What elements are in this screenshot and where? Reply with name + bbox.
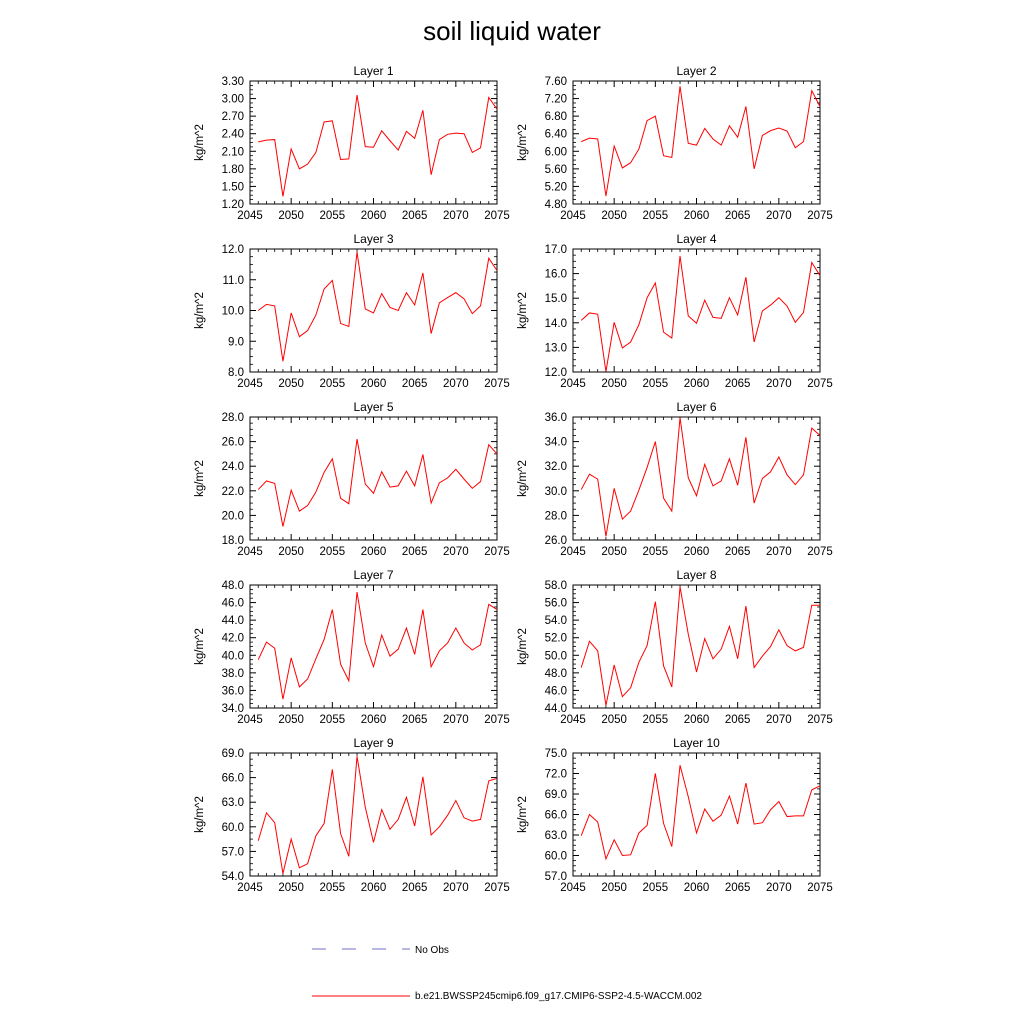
y-tick-label: 46.0 xyxy=(544,685,567,698)
y-tick-label: 1.50 xyxy=(221,181,244,194)
y-tick-label: 11.0 xyxy=(222,274,244,287)
series-line xyxy=(258,439,497,526)
x-tick-label: 2045 xyxy=(237,882,263,894)
x-tick-label: 2060 xyxy=(360,378,387,390)
x-tick-label: 2075 xyxy=(484,714,510,726)
x-tick-label: 2070 xyxy=(443,882,469,894)
y-tick-label: 16.0 xyxy=(544,268,567,281)
panel-3 xyxy=(194,232,510,390)
x-tick-label: 2055 xyxy=(319,378,346,390)
y-axis-label: kg/m^2 xyxy=(194,796,206,833)
x-tick-label: 2070 xyxy=(766,546,792,558)
y-axis-label: kg/m^2 xyxy=(194,292,206,329)
panel-6 xyxy=(517,400,833,558)
y-axis-label: kg/m^2 xyxy=(517,124,529,161)
y-tick-label: 14.0 xyxy=(544,317,567,330)
y-tick-label: 66.0 xyxy=(544,809,567,822)
x-tick-label: 2065 xyxy=(724,882,751,894)
y-tick-label: 2.40 xyxy=(221,128,244,141)
series-line xyxy=(258,756,497,873)
y-tick-label: 57.0 xyxy=(221,846,244,859)
chart-legend xyxy=(312,945,702,1002)
y-tick-label: 24.0 xyxy=(221,461,244,474)
y-tick-label: 5.60 xyxy=(544,163,567,176)
y-tick-label: 46.0 xyxy=(221,597,244,610)
y-tick-label: 18.0 xyxy=(221,535,244,547)
x-tick-label: 2050 xyxy=(278,882,304,894)
panel-title: Layer 10 xyxy=(673,736,720,750)
x-tick-label: 2060 xyxy=(683,882,710,894)
panel-title: Layer 3 xyxy=(353,232,394,246)
plot-frame xyxy=(573,81,820,204)
y-axis-label: kg/m^2 xyxy=(194,124,206,161)
series-line xyxy=(581,418,820,537)
y-tick-label: 5.20 xyxy=(544,181,567,194)
y-tick-label: 10.0 xyxy=(221,305,244,318)
x-tick-label: 2070 xyxy=(766,882,792,894)
x-tick-label: 2070 xyxy=(443,378,469,390)
x-tick-label: 2070 xyxy=(766,378,792,390)
x-tick-label: 2055 xyxy=(319,546,346,558)
y-tick-label: 6.40 xyxy=(544,128,567,141)
y-tick-label: 60.0 xyxy=(544,850,567,863)
legend-label-model: b.e21.BWSSP245cmip6.f09_g17.CMIP6-SSP2-4.5-WACCM.002 xyxy=(415,991,702,1002)
x-tick-label: 2045 xyxy=(237,378,263,390)
y-tick-label: 57.0 xyxy=(544,871,567,883)
y-axis-label: kg/m^2 xyxy=(517,292,529,329)
x-tick-label: 2045 xyxy=(237,714,263,726)
y-tick-label: 34.0 xyxy=(544,436,567,449)
y-tick-label: 58.0 xyxy=(544,580,567,592)
y-tick-label: 4.80 xyxy=(544,199,567,211)
y-tick-label: 3.30 xyxy=(221,76,244,88)
plot-frame xyxy=(573,249,820,372)
x-tick-label: 2065 xyxy=(724,714,751,726)
y-tick-label: 30.0 xyxy=(544,485,567,498)
x-tick-label: 2070 xyxy=(766,210,792,222)
x-tick-label: 2060 xyxy=(683,210,710,222)
x-tick-label: 2050 xyxy=(601,378,627,390)
panel-title: Layer 1 xyxy=(353,64,394,78)
y-tick-label: 60.0 xyxy=(221,821,244,834)
y-tick-label: 75.0 xyxy=(544,748,567,760)
x-tick-label: 2065 xyxy=(401,378,428,390)
y-tick-label: 2.10 xyxy=(221,146,244,159)
y-axis-label: kg/m^2 xyxy=(517,628,529,665)
series-line xyxy=(258,592,497,699)
y-tick-label: 26.0 xyxy=(221,436,244,449)
panel-title: Layer 8 xyxy=(676,568,717,582)
panel-1 xyxy=(194,64,510,222)
plot-frame xyxy=(573,417,820,540)
panel-title: Layer 4 xyxy=(676,232,717,246)
plot-frame xyxy=(573,585,820,708)
x-tick-label: 2070 xyxy=(766,714,792,726)
y-tick-label: 12.0 xyxy=(544,367,567,379)
plot-frame xyxy=(573,753,820,876)
plot-frame xyxy=(250,417,497,540)
panel-title: Layer 7 xyxy=(353,568,394,582)
x-tick-label: 2070 xyxy=(443,714,469,726)
y-tick-label: 36.0 xyxy=(544,412,567,424)
y-tick-label: 6.80 xyxy=(544,111,567,124)
y-tick-label: 66.0 xyxy=(221,772,244,785)
x-tick-label: 2060 xyxy=(360,714,387,726)
x-tick-label: 2050 xyxy=(601,714,627,726)
x-tick-label: 2060 xyxy=(360,882,387,894)
x-tick-label: 2075 xyxy=(484,882,510,894)
panel-10 xyxy=(517,736,833,894)
panel-8 xyxy=(517,568,833,726)
y-tick-label: 69.0 xyxy=(544,789,567,801)
y-tick-label: 8.0 xyxy=(228,367,244,379)
y-tick-label: 48.0 xyxy=(221,580,244,592)
x-tick-label: 2050 xyxy=(278,378,304,390)
x-tick-label: 2075 xyxy=(484,210,510,222)
x-tick-label: 2050 xyxy=(601,210,627,222)
y-tick-label: 63.0 xyxy=(544,830,567,842)
x-tick-label: 2060 xyxy=(683,714,710,726)
y-tick-label: 36.0 xyxy=(221,685,244,698)
series-line xyxy=(258,95,497,196)
x-tick-label: 2070 xyxy=(443,210,469,222)
x-tick-label: 2055 xyxy=(319,714,346,726)
x-tick-label: 2065 xyxy=(724,210,751,222)
y-tick-label: 69.0 xyxy=(221,748,244,760)
x-tick-label: 2065 xyxy=(401,546,428,558)
x-tick-label: 2060 xyxy=(683,378,710,390)
x-tick-label: 2060 xyxy=(360,210,387,222)
panel-2 xyxy=(517,64,833,222)
y-tick-label: 54.0 xyxy=(221,871,244,883)
panel-5 xyxy=(194,400,510,558)
panel-9 xyxy=(194,736,510,894)
x-tick-label: 2050 xyxy=(278,210,304,222)
y-tick-label: 6.00 xyxy=(544,146,567,159)
x-tick-label: 2055 xyxy=(642,546,669,558)
x-tick-label: 2045 xyxy=(560,714,586,726)
y-tick-label: 28.0 xyxy=(221,412,244,424)
y-tick-label: 7.20 xyxy=(544,93,567,106)
series-line xyxy=(581,765,820,859)
x-tick-label: 2075 xyxy=(484,378,510,390)
x-tick-label: 2070 xyxy=(443,546,469,558)
x-tick-label: 2045 xyxy=(560,882,586,894)
x-tick-label: 2045 xyxy=(560,210,586,222)
x-tick-label: 2075 xyxy=(807,210,833,222)
x-tick-label: 2065 xyxy=(401,882,428,894)
x-tick-label: 2075 xyxy=(484,546,510,558)
y-tick-label: 26.0 xyxy=(544,535,567,547)
y-tick-label: 28.0 xyxy=(544,510,567,523)
x-tick-label: 2065 xyxy=(401,210,428,222)
plot-frame xyxy=(250,81,497,204)
chart-title: soil liquid water xyxy=(423,16,601,46)
y-axis-label: kg/m^2 xyxy=(517,796,529,833)
y-tick-label: 38.0 xyxy=(221,667,244,680)
x-tick-label: 2045 xyxy=(560,378,586,390)
series-line xyxy=(581,256,820,372)
y-tick-label: 44.0 xyxy=(221,615,244,628)
plot-frame xyxy=(250,249,497,372)
x-tick-label: 2045 xyxy=(237,210,263,222)
panel-title: Layer 5 xyxy=(353,400,394,414)
x-tick-label: 2075 xyxy=(807,882,833,894)
y-tick-label: 20.0 xyxy=(221,510,244,523)
y-axis-label: kg/m^2 xyxy=(194,628,206,665)
y-tick-label: 12.0 xyxy=(221,244,244,256)
x-tick-label: 2065 xyxy=(401,714,428,726)
y-axis-label: kg/m^2 xyxy=(517,460,529,497)
x-tick-label: 2060 xyxy=(683,546,710,558)
y-tick-label: 9.0 xyxy=(228,336,244,349)
x-tick-label: 2055 xyxy=(319,210,346,222)
y-tick-label: 15.0 xyxy=(544,293,567,306)
y-tick-label: 42.0 xyxy=(221,632,244,645)
panel-title: Layer 9 xyxy=(353,736,394,750)
legend-label-no-obs: No Obs xyxy=(415,945,449,956)
x-tick-label: 2045 xyxy=(560,546,586,558)
y-tick-label: 40.0 xyxy=(221,650,244,663)
y-tick-label: 52.0 xyxy=(544,632,567,645)
x-tick-label: 2045 xyxy=(237,546,263,558)
panel-7 xyxy=(194,568,510,726)
y-tick-label: 17.0 xyxy=(544,244,567,256)
x-tick-label: 2055 xyxy=(642,210,669,222)
x-tick-label: 2055 xyxy=(319,882,346,894)
x-tick-label: 2065 xyxy=(724,546,751,558)
series-line xyxy=(258,252,497,361)
x-tick-label: 2075 xyxy=(807,546,833,558)
series-line xyxy=(581,86,820,196)
y-tick-label: 54.0 xyxy=(544,615,567,628)
y-tick-label: 13.0 xyxy=(544,342,567,355)
y-tick-label: 48.0 xyxy=(544,667,567,680)
panel-4 xyxy=(517,232,833,390)
y-tick-label: 1.80 xyxy=(221,163,244,176)
y-tick-label: 2.70 xyxy=(221,111,244,124)
x-tick-label: 2050 xyxy=(601,546,627,558)
y-tick-label: 3.00 xyxy=(221,93,244,106)
x-tick-label: 2055 xyxy=(642,714,669,726)
y-tick-label: 56.0 xyxy=(544,597,567,610)
x-tick-label: 2055 xyxy=(642,882,669,894)
y-tick-label: 50.0 xyxy=(544,650,567,663)
y-tick-label: 63.0 xyxy=(221,797,244,810)
y-tick-label: 44.0 xyxy=(544,703,567,715)
y-tick-label: 1.20 xyxy=(221,199,244,211)
chart-panels xyxy=(194,64,833,894)
series-line xyxy=(581,587,820,706)
y-axis-label: kg/m^2 xyxy=(194,460,206,497)
y-tick-label: 7.60 xyxy=(544,76,567,88)
x-tick-label: 2075 xyxy=(807,378,833,390)
x-tick-label: 2050 xyxy=(278,714,304,726)
x-tick-label: 2050 xyxy=(601,882,627,894)
plot-frame xyxy=(250,585,497,708)
x-tick-label: 2060 xyxy=(360,546,387,558)
panel-title: Layer 6 xyxy=(676,400,717,414)
panel-title: Layer 2 xyxy=(676,64,717,78)
x-tick-label: 2050 xyxy=(278,546,304,558)
y-tick-label: 72.0 xyxy=(544,768,567,781)
y-tick-label: 22.0 xyxy=(221,485,244,498)
x-tick-label: 2055 xyxy=(642,378,669,390)
x-tick-label: 2075 xyxy=(807,714,833,726)
x-tick-label: 2065 xyxy=(724,378,751,390)
y-tick-label: 34.0 xyxy=(221,703,244,715)
y-tick-label: 32.0 xyxy=(544,461,567,474)
